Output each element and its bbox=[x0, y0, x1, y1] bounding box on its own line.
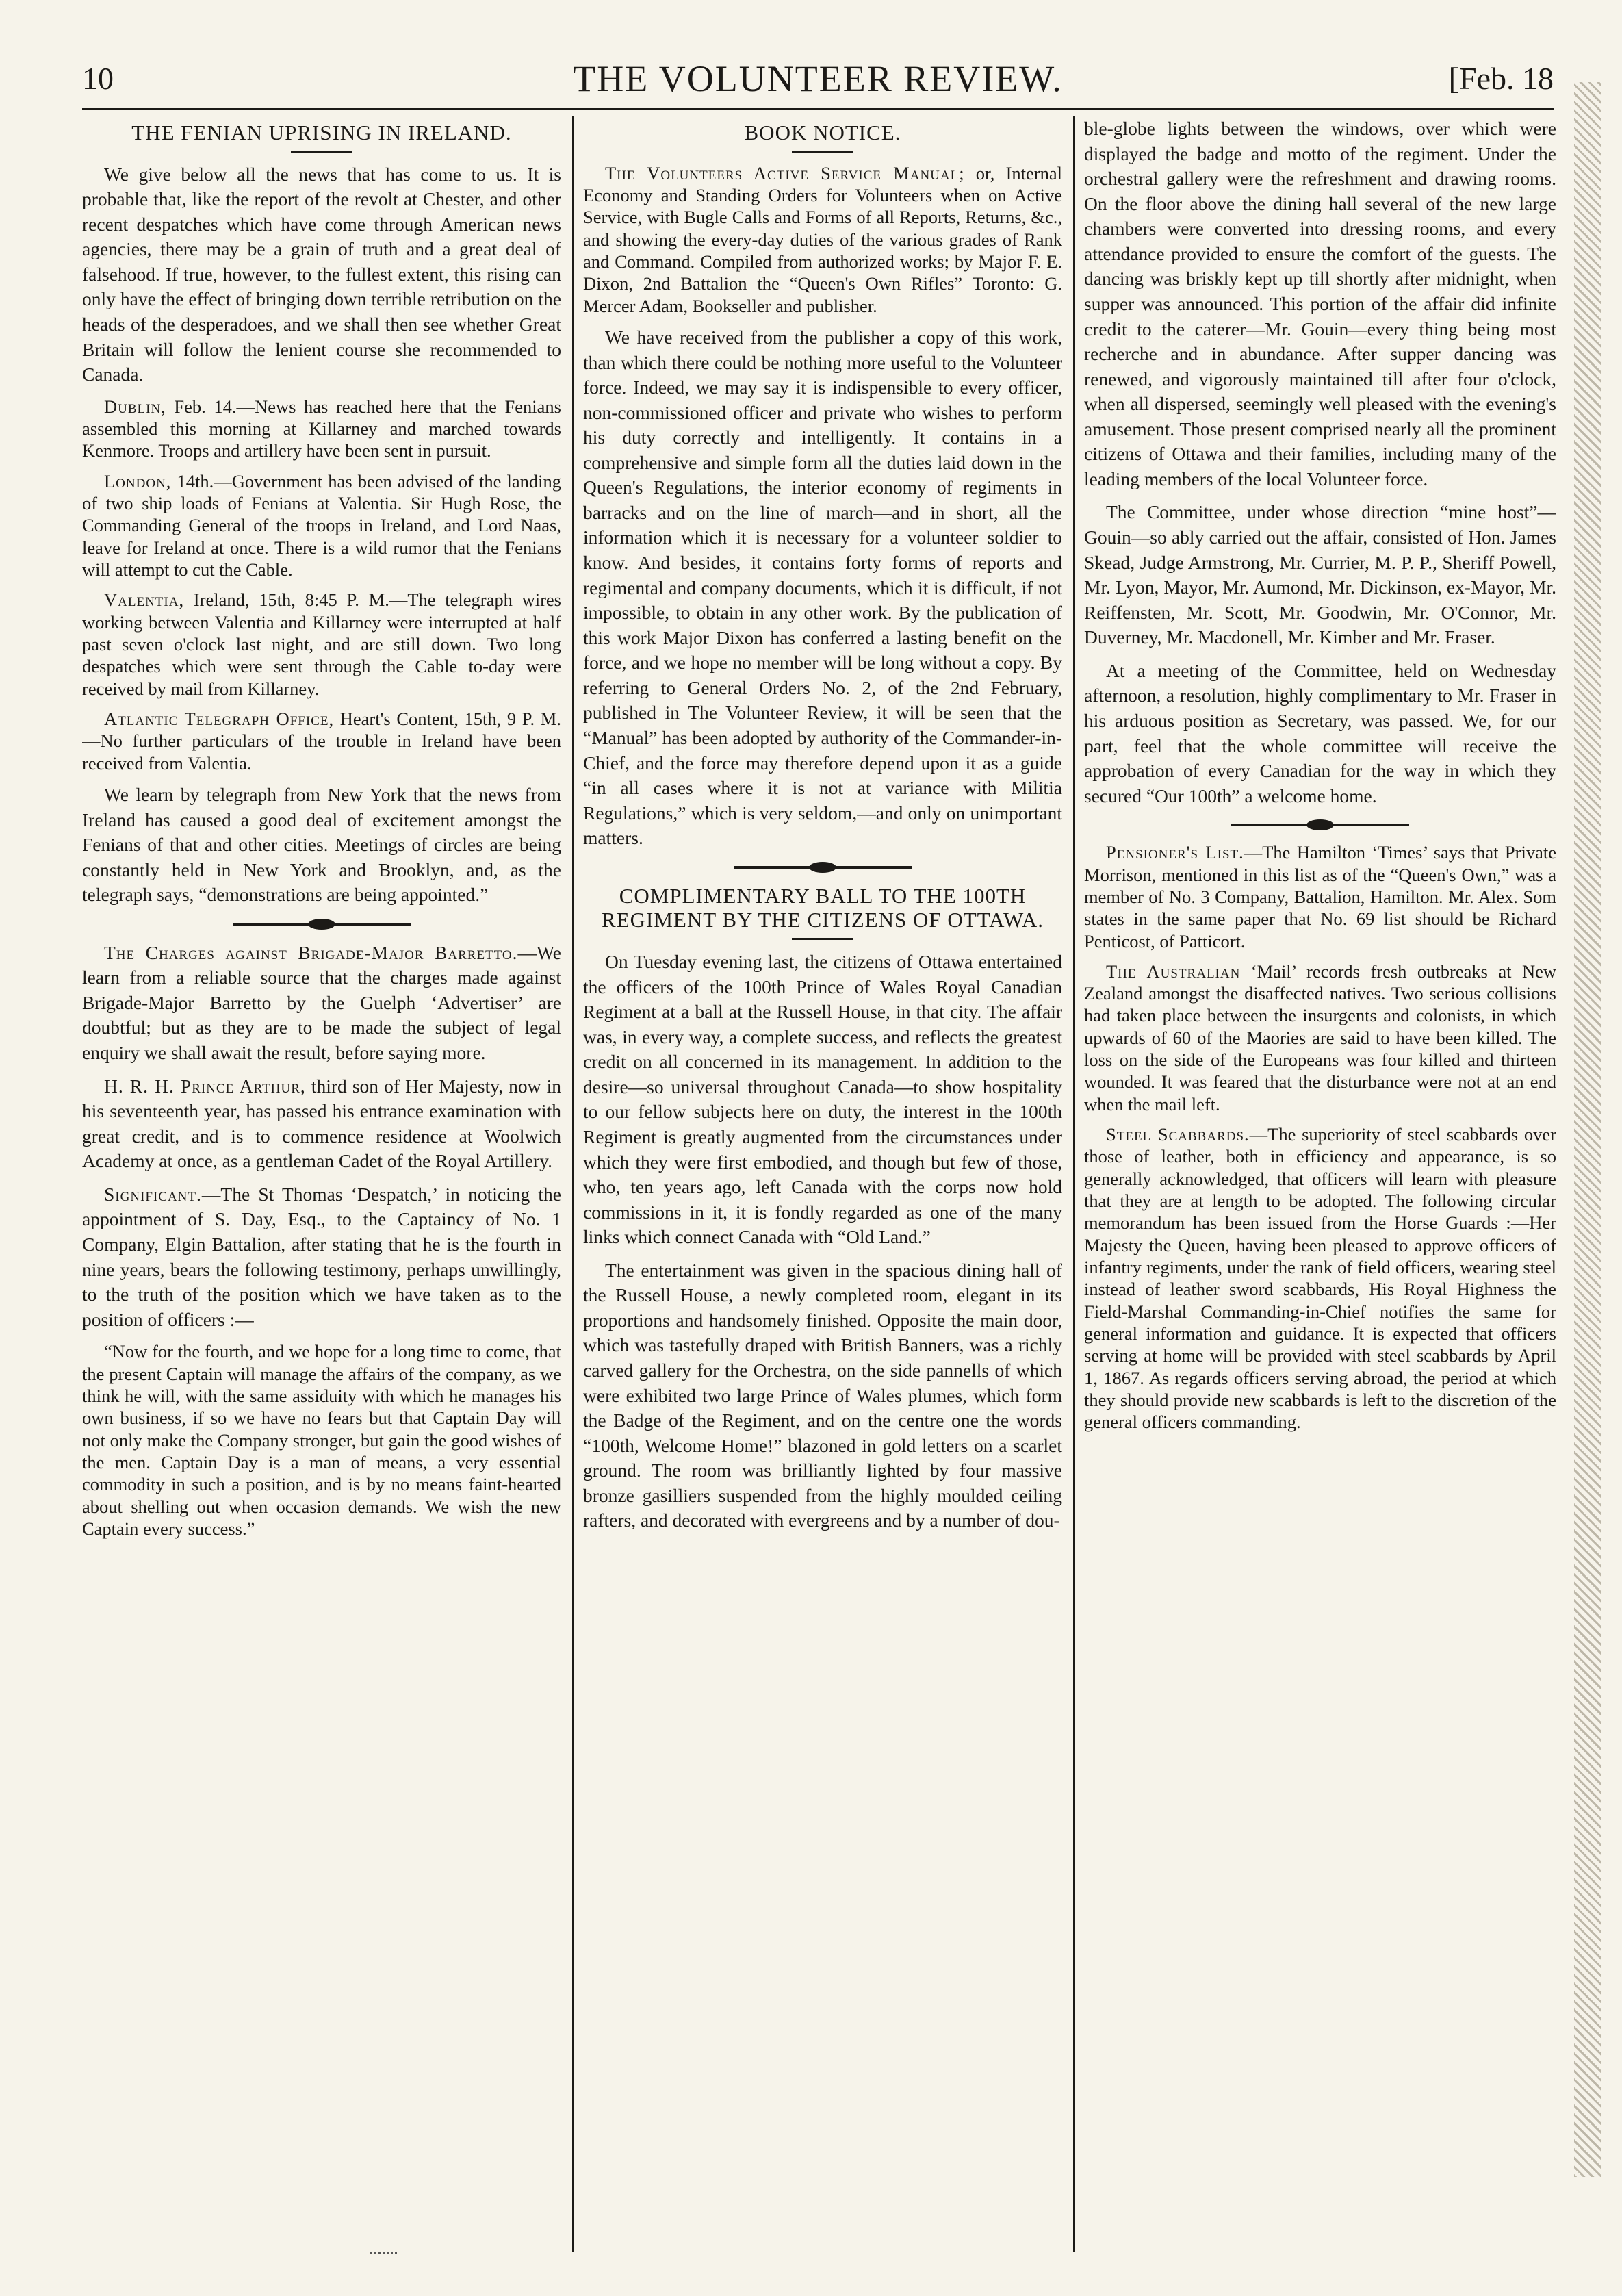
australian-item bbox=[1084, 960, 1556, 1115]
dublin-dispatch bbox=[82, 396, 561, 462]
item-lead: The Charges against Brigade-Major Barretto. bbox=[104, 941, 518, 963]
article-heading-fenian: THE FENIAN UPRISING IN IRELAND. bbox=[131, 120, 512, 144]
article-heading-book: BOOK NOTICE. bbox=[744, 120, 901, 144]
page-number: 10 bbox=[82, 61, 114, 96]
significant-quote: “Now for the fourth, and we hope for a long time to come, that the present Captain will manage the affairs of the company, as we think he will, with the same assiduity with which he manages his own business, if so we have no fears but that Captain Day will not only make the Company stronger, but gain the good wishes of the men. Captain Day is a man of means, a very essential commodity in such a position, and is by no means faint-hearted about shelling out when occasion demands. We wish the new Captain every success.” bbox=[82, 1341, 561, 1539]
item-text: —The superiority of steel scabbards over those of leather, both in efficiency and appearance, is so generally acknowledged, that officers will learn with pleasure that they are at length to be adopted. The following circular memorandum has been issued from the Horse Guards :—Her Majesty the Queen, having been pleased to approve officers of infantry regiments, under the rank of field officers, wearing steel instead of leather sword scabbards, His Royal Highness the Field-Marshal Commanding-in-Chief notifies the same for general information and guidance. It is expected that officers serving at home will be provided with steel scabbards by April 1, 1867. As regards officers serving abroad, the period at which they should provide new scabbards is left to the discretion of the general officers commanding. bbox=[1084, 1124, 1556, 1433]
dispatch-dateline: Valentia, bbox=[104, 589, 185, 611]
dispatch-dateline: Dublin, bbox=[104, 396, 166, 417]
item-lead: Steel Scabbards. bbox=[1106, 1124, 1250, 1145]
column-divider-2 bbox=[1073, 116, 1075, 2252]
heading-rule bbox=[792, 938, 853, 940]
book-title-block bbox=[583, 162, 1062, 317]
column-middle bbox=[583, 116, 1062, 2252]
ball-paragraph-3: ble-globe lights between the windows, over which were displayed the badge and motto of the regiment. Under the orchestral gallery were the refreshment and drawing rooms. On the floor above the dining hall several of the new large chambers were converted into dressing rooms, and every attendance provided to ensure the comfort of the guests. The dancing was briskly kept up till shortly after midnight, when supper was announced. This portion of the affair did infinite credit to the caterer—Mr. Gouin—every thing being most recherche and in abundance. After supper dancing was renewed, and vigorously maintained till after four o'clock, when all dispersed, seemingly well pleased with the evening's amusement. Those present comprised nearly all the prominent citizens of Ottawa and their families, including many of the leading members of the local Volunteer force. bbox=[1084, 118, 1556, 489]
ball-paragraph-5: At a meeting of the Committee, held on Wednesday afternoon, a resolution, highly complimentary to Mr. Fraser in his arduous position as Secretary, was passed. We, for our part, feel that the whole committee will receive the approbation of every Canadian for the way in which they secured “Our 100th” a welcome home. bbox=[1084, 659, 1556, 806]
newyork-paragraph: We learn by telegraph from New York that the news from Ireland has caused a good deal of excitement amongst the Fenians of that and other cities. Meetings of circles are being constantly held in New York and Brooklyn, and, as the telegraph says, “demonstrations are being appointed.” bbox=[82, 783, 561, 906]
book-title: The Volunteers Active Service Manual; bbox=[605, 162, 965, 183]
dispatch-text: Heart's Content, 15th, 9 P. M.—No further particulars of the trouble in Ireland have been received from Valentia. bbox=[82, 708, 561, 774]
ball-paragraph-1: On Tuesday evening last, the citizens of Ottawa entertained the officers of the 100th Prince of Wales Royal Canadian Regiment at a ball at the Russell House, in that city. The affair was, in every way, a complete success, and reflects the greatest credit on all concerned in its management. In addition to the desire—so universal throughout Canada—to show hospitality to our fellow subjects here on duty, the interest in the 100th Regiment is greatly augmented from the circumstances under which they were first embodied, and though but few of those, who, ten years ago, left Canada with the corps now hold commissions in it, it is fondly regarded as one of the many links which connect Canada with “Old Land.” bbox=[583, 951, 1062, 1248]
item-text: ‘Mail’ records fresh outbreaks at New Zealand amongst the disaffected natives. Two serious collisions had taken place between the insurgents and colonists, in which upwards of 60 of the Maories are said to have been killed. The loss on the side of the Europeans was four killed and thirteen wounded. It was feared that the disturbance were not at an end when the mail left. bbox=[1084, 960, 1556, 1114]
ball-paragraph-4: The Committee, under whose direction “mine host”—Gouin—so ably carried out the affair, consisted of Hon. James Skead, Judge Armstrong, Mr. Currier, M. P. P., Sheriff Powell, Mr. Lyon, Mayor, Mr. Aumond, Mr. Dickinson, ex-Mayor, Mr. Reiffensten, Mr. Scott, Mr. Goodwin, Mr. O'Connor, Mr. Duverney, Mr. Macdonell, Mr. Kimber and Mr. Fraser. bbox=[1084, 501, 1556, 648]
item-text: —The St Thomas ‘Despatch,’ in noticing the appointment of S. Day, Esq., to the Captaincy of No. 1 Company, Elgin Battalion, after stating that he is the fourth in nine years, bears the following testimony, perhaps unwillingly, to the truth of the position which we have taken as to the position of officers :— bbox=[82, 1183, 561, 1330]
column-left bbox=[82, 116, 561, 2252]
item-text: —The Hamilton ‘Times’ says that Private Morrison, mentioned in this list as of the “Queen's Own,” was a member of No. 3 Company, Battalion, Hamilton. Mr. Alex. Som states in the same paper that No. 69 list should be Richard Penticost, of Patticort. bbox=[1084, 842, 1556, 952]
heading-rule bbox=[291, 151, 352, 153]
newspaper-title: THE VOLUNTEER REVIEW. bbox=[573, 58, 1063, 99]
london-dispatch bbox=[82, 470, 561, 581]
item-lead: Pensioner's List. bbox=[1106, 842, 1244, 863]
page-edge-binding bbox=[1574, 82, 1601, 2177]
item-lead: The Australian bbox=[1106, 960, 1241, 982]
barretto-item bbox=[82, 941, 561, 1066]
column-divider-1 bbox=[572, 116, 574, 2252]
book-details: or, Internal Economy and Standing Orders for Volunteers when on Active Service, with Bugle Calls and Forms of all Reports, Returns, &c., and showing the every-day duties of the various grades of Rank and Command. Compiled from authorized works; by Major F. E. Dixon, 2nd Battalion the “Queen's Own Rifles” Toronto: G. Mercer Adam, Bookseller and publisher. bbox=[583, 162, 1062, 316]
dispatch-dateline: London, bbox=[104, 470, 172, 492]
ball-paragraph-2: The entertainment was given in the spacious dining hall of the Russell House, a newly completed room, elegant in its proportions and handsomely finished. Opposite the main door, which was tastefully draped with British Banners, was a richly carved gallery for the Orchestra, on the side pannells of which were exhibited two large Prince of Wales plumes, which form the Badge of the Regiment, and on the centre one the words “100th, Welcome Home!” blazoned in gold letters on a scarlet ground. The room was brilliantly lighted by four massive bronze gasilliers suspended from the highly moulded ceiling rafters, and decorated with evergreens and by a number of dou- bbox=[583, 1259, 1062, 1531]
steel-scabbards-item bbox=[1084, 1123, 1556, 1433]
section-ornament bbox=[1231, 824, 1409, 826]
valentia-dispatch bbox=[82, 589, 561, 700]
column-right bbox=[1084, 116, 1556, 2252]
significant-item bbox=[82, 1182, 561, 1332]
item-text: —We learn from a reliable source that the charges made against Brigade-Major Barretto by the Guelph ‘Advertiser’ are doubtful; but as they are to be made the subject of legal enquiry we shall await the result, before saying more. bbox=[82, 941, 561, 1064]
item-text: third son of Her Majesty, now in his seventeenth year, has passed his entrance examination with great credit, and is to commence residence at Woolwich Academy at once, as a gentleman Cadet of the Royal Artillery. bbox=[82, 1075, 561, 1172]
article-heading-ball: COMPLIMENTARY BALL TO THE 100TH REGIMENT BY THE CITIZENS OF OTTAWA. bbox=[602, 883, 1044, 932]
fenian-intro: We give below all the news that has come to us. It is probable that, like the report of the revolt at Chester, and other recent despatches which have come through American news agencies, there may be a grain of truth and a great deal of falsehood. If true, however, to the fullest extent, this rising can only have the effect of bringing down terrible retribution on the heads of the desperadoes, and we shall then see whether Great Britain will follow the lenient course she recommended to Canada. bbox=[82, 163, 561, 385]
heading-rule bbox=[792, 151, 853, 153]
prince-arthur-item bbox=[82, 1074, 561, 1174]
dispatch-text: Ireland, 15th, 8:45 P. M.—The telegraph wires working between Valentia and Killarney were interrupted at half past seven o'clock last night, and are still down. Two long despatches which were sent through the Cable to-day were received by mail from Killarney. bbox=[82, 589, 561, 699]
dispatch-dateline: Atlantic Telegraph Office, bbox=[104, 708, 335, 729]
section-ornament bbox=[233, 923, 411, 926]
printer-mark bbox=[370, 2252, 397, 2261]
issue-date: [Feb. 18 bbox=[1448, 61, 1554, 96]
item-lead: H. R. H. Prince Arthur, bbox=[104, 1075, 306, 1097]
section-ornament bbox=[734, 866, 912, 869]
masthead bbox=[82, 60, 1554, 110]
book-review: We have received from the publisher a copy of this work, than which there could be nothing more useful to the Volunteer force. Indeed, we may say it is indispensible to every officer, non-commissioned officer and private who wishes to perform his duty correctly and intelligently. It contains in a comprehensive and simple form all the duties laid down in the Queen's Regulations, the interior economy of regiments in barracks and on the line of march—and in short, all the information which it is necessary for a volunteer soldier to know. And besides, it contains forty forms of reports and regimental and company documents, which it is difficult, if not impossible, to obtain in any other work. By the publication of this work Major Dixon has conferred a lasting benefit on the force, and we hope no member will be long without a copy. By referring to General Orders No. 2, of the 2nd February, published in The Volunteer Review, it will be seen that the “Manual” has been adopted by authority of the Commander-in-Chief, and the force may therefore depend upon it as a guide “in all cases where it is not at variance with Militia Regulations,” which is very seldom,—and only on unimportant matters. bbox=[583, 326, 1062, 849]
dispatch-text: 14th.—Government has been advised of the landing of two ship loads of Fenians at Valentia. Sir Hugh Rose, the Commanding General of the troops in Ireland, and Lord Naas, leave for Ireland at once. There is a wild rumor that the Fenians will attempt to cut the Cable. bbox=[82, 470, 561, 580]
item-lead: Significant. bbox=[104, 1183, 202, 1205]
pensioner-item bbox=[1084, 841, 1556, 952]
atlantic-dispatch bbox=[82, 708, 561, 774]
dispatch-text: Feb. 14.—News has reached here that the Fenians assembled this morning at Killarney and marched towards Kenmore. Troops and artillery have been sent in pursuit. bbox=[82, 396, 561, 461]
